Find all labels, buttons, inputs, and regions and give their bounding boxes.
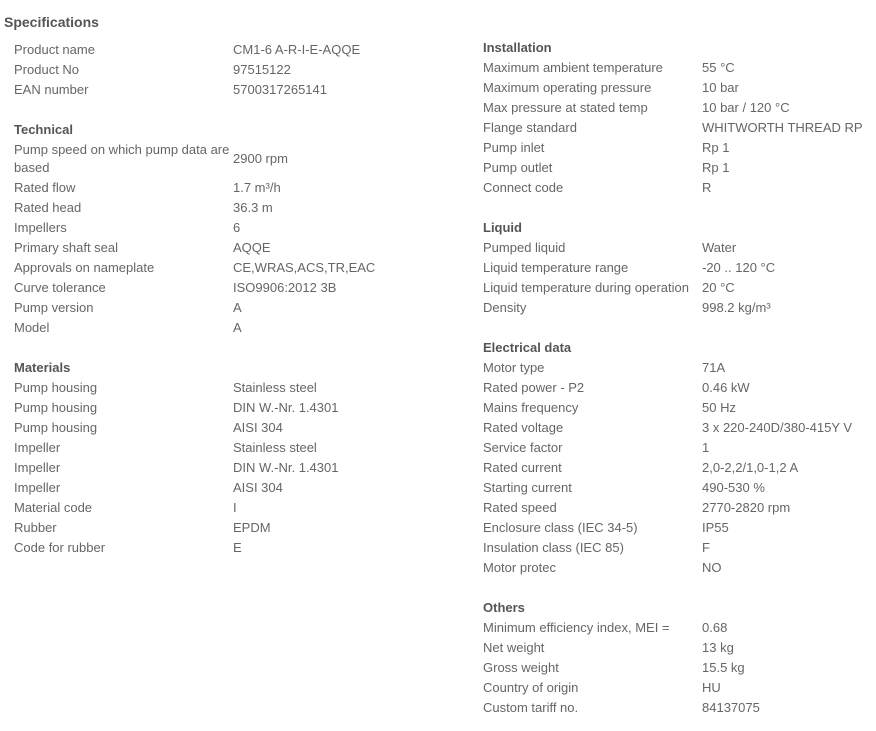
spec-value: 0.46 kW: [702, 380, 750, 395]
page-title: Specifications: [4, 14, 99, 30]
spec-value: A: [233, 300, 242, 315]
spec-value: R: [702, 180, 712, 195]
spec-label: Insulation class (IEC 85): [483, 540, 624, 555]
spec-label: Liquid temperature during operation: [483, 280, 689, 295]
spec-label: Product name: [14, 42, 95, 57]
spec-label: Rated head: [14, 200, 82, 215]
spec-value: 0.68: [702, 620, 728, 635]
spec-label: Connect code: [483, 180, 564, 195]
spec-value: I: [233, 500, 237, 515]
spec-label: Curve tolerance: [14, 280, 106, 295]
spec-value: AQQE: [233, 240, 271, 255]
spec-label: Impeller: [14, 440, 61, 455]
spec-value: Stainless steel: [233, 380, 317, 395]
spec-label: Pumped liquid: [483, 240, 566, 255]
spec-value: Rp 1: [702, 160, 730, 175]
spec-value: 1.7 m³/h: [233, 180, 281, 195]
spec-value: 2900 rpm: [233, 151, 288, 166]
spec-value: AISI 304: [233, 420, 283, 435]
spec-label: Pump version: [14, 300, 94, 315]
spec-label: Starting current: [483, 480, 572, 495]
spec-label: Pump inlet: [483, 140, 545, 155]
spec-label: Model: [14, 320, 50, 335]
spec-value: NO: [702, 560, 722, 575]
spec-value: F: [702, 540, 710, 555]
section-title-materials: Materials: [14, 360, 71, 375]
spec-label: Enclosure class (IEC 34-5): [483, 520, 638, 535]
spec-label: Service factor: [483, 440, 563, 455]
spec-value: 50 Hz: [702, 400, 736, 415]
spec-label: Material code: [14, 500, 93, 515]
spec-value: 84137075: [702, 700, 760, 715]
spec-value: DIN W.-Nr. 1.4301: [233, 460, 339, 475]
spec-label: Max pressure at stated temp: [483, 100, 648, 115]
spec-label: Rated current: [483, 460, 562, 475]
spec-value: ISO9906:2012 3B: [233, 280, 337, 295]
spec-label: Pump housing: [14, 420, 98, 435]
spec-label: Density: [483, 300, 527, 315]
spec-value: CM1-6 A-R-I-E-AQQE: [233, 42, 361, 57]
section-title-others: Others: [483, 600, 525, 615]
spec-label: Pump outlet: [483, 160, 553, 175]
spec-value: EPDM: [233, 520, 271, 535]
spec-value: Water: [702, 240, 737, 255]
spec-value: 6: [233, 220, 241, 235]
spec-label: Rated voltage: [483, 420, 564, 435]
section-title-liquid: Liquid: [483, 220, 522, 235]
spec-label: EAN number: [14, 82, 89, 97]
spec-value: 998.2 kg/m³: [702, 300, 771, 315]
spec-value: 97515122: [233, 62, 291, 77]
spec-value: 5700317265141: [233, 82, 327, 97]
spec-label: Gross weight: [483, 660, 559, 675]
section-title-electrical: Electrical data: [483, 340, 572, 355]
spec-label: Mains frequency: [483, 400, 579, 415]
spec-label: Motor protec: [483, 560, 556, 575]
spec-value: 490-530 %: [702, 480, 765, 495]
spec-value: 3 x 220-240D/380-415Y V: [702, 420, 853, 435]
spec-value: IP55: [702, 520, 729, 535]
spec-value: A: [233, 320, 242, 335]
spec-label: Impeller: [14, 460, 61, 475]
spec-value: 55 °C: [702, 60, 735, 75]
spec-value: 15.5 kg: [702, 660, 745, 675]
section-title-installation: Installation: [483, 40, 552, 55]
spec-value: CE,WRAS,ACS,TR,EAC: [233, 260, 376, 275]
spec-label: Pump speed on which pump data are based: [14, 142, 230, 175]
spec-value: 20 °C: [702, 280, 735, 295]
spec-value: -20 .. 120 °C: [702, 260, 776, 275]
spec-label: Country of origin: [483, 680, 579, 695]
spec-value: 36.3 m: [233, 200, 273, 215]
spec-value: Rp 1: [702, 140, 730, 155]
spec-label: Primary shaft seal: [14, 240, 119, 255]
spec-label: Rated flow: [14, 180, 76, 195]
spec-value: Stainless steel: [233, 440, 317, 455]
spec-value: 71A: [702, 360, 726, 375]
spec-label: Rated speed: [483, 500, 557, 515]
spec-value: HU: [702, 680, 721, 695]
spec-value: 13 kg: [702, 640, 734, 655]
spec-value: DIN W.-Nr. 1.4301: [233, 400, 339, 415]
spec-value: AISI 304: [233, 480, 283, 495]
spec-label: Pump housing: [14, 380, 98, 395]
spec-label: Maximum operating pressure: [483, 80, 652, 95]
spec-value: 2,0-2,2/1,0-1,2 A: [702, 460, 799, 475]
spec-label: Custom tariff no.: [483, 700, 579, 715]
spec-label: Rubber: [14, 520, 57, 535]
spec-label: Pump housing: [14, 400, 98, 415]
spec-label: Minimum efficiency index, MEI =: [483, 620, 670, 635]
spec-value: 2770-2820 rpm: [702, 500, 791, 515]
spec-label: Impeller: [14, 480, 61, 495]
section-title-technical: Technical: [14, 122, 74, 137]
spec-value: 1: [702, 440, 710, 455]
spec-value: WHITWORTH THREAD RP: [702, 120, 863, 135]
spec-label: Impellers: [14, 220, 67, 235]
spec-label: Rated power - P2: [483, 380, 585, 395]
spec-label: Motor type: [483, 360, 545, 375]
spec-value: 10 bar / 120 °C: [702, 100, 790, 115]
spec-label: Product No: [14, 62, 80, 77]
spec-label: Approvals on nameplate: [14, 260, 155, 275]
spec-value: 10 bar: [702, 80, 739, 95]
spec-label: Net weight: [483, 640, 545, 655]
spec-label: Liquid temperature range: [483, 260, 629, 275]
spec-value: E: [233, 540, 242, 555]
spec-label: Code for rubber: [14, 540, 106, 555]
spec-label: Flange standard: [483, 120, 577, 135]
spec-label: Maximum ambient temperature: [483, 60, 663, 75]
